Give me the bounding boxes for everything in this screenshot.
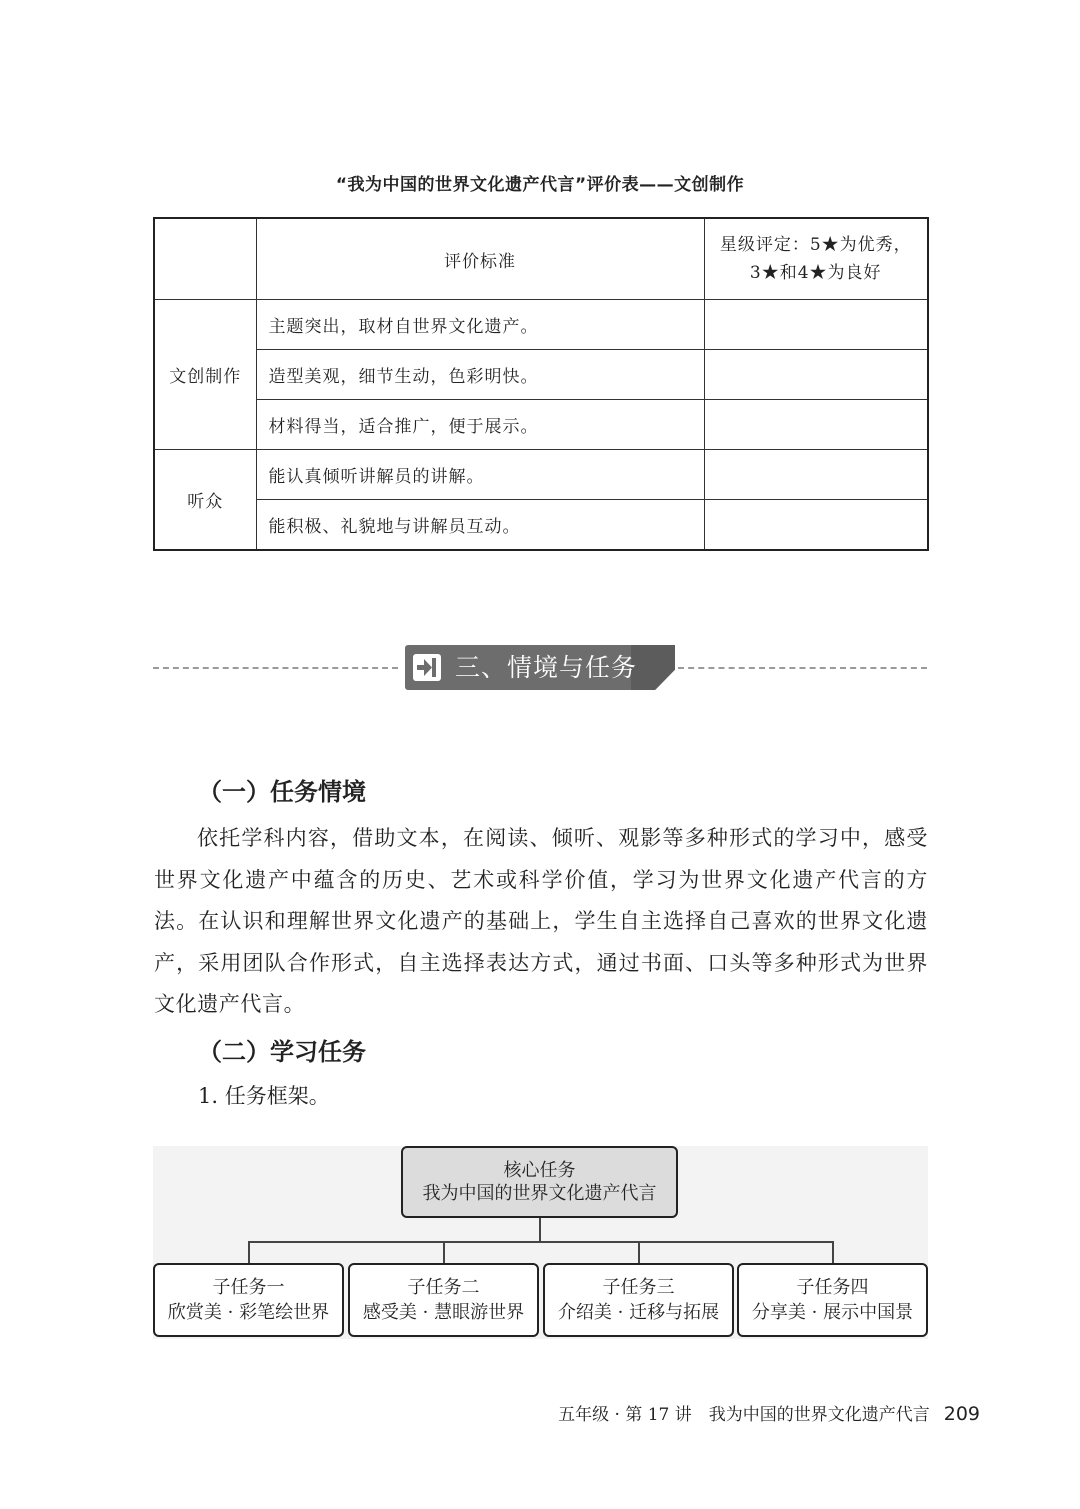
empty-header-cell <box>154 218 256 300</box>
subtask-title: 欣赏美 · 彩笔绘世界 <box>167 1302 330 1323</box>
rating-cell <box>704 300 928 350</box>
section-title: 三、情境与任务 <box>455 653 638 682</box>
group-label-wenchuang: 文创制作 <box>154 300 256 450</box>
connector-branch <box>443 1241 445 1263</box>
table-title: “我为中国的世界文化遗产代言”评价表——文创制作 <box>335 175 745 195</box>
rating-header-line1: 星级评定：5★为优秀， <box>719 235 912 255</box>
footer-text: 五年级 · 第 17 讲 我为中国的世界文化遗产代言 <box>558 1405 930 1425</box>
core-task-title: 我为中国的世界文化遗产代言 <box>422 1183 657 1204</box>
task-context-heading: （一）任务情境 <box>198 778 366 806</box>
criteria-header: 评价标准 <box>256 218 704 300</box>
subtask-label: 子任务四 <box>796 1277 869 1298</box>
subtask-box-4 <box>737 1263 928 1337</box>
task-framework-label: 1. 任务框架。 <box>198 1084 330 1108</box>
section-banner-fold <box>631 645 675 690</box>
rating-cell <box>704 450 928 500</box>
subtask-label: 子任务三 <box>602 1277 675 1298</box>
subtask-title: 感受美 · 慧眼游世界 <box>362 1302 525 1323</box>
connector-trunk <box>539 1218 541 1242</box>
rating-header <box>704 218 928 300</box>
arrow-into-box-icon <box>413 654 441 681</box>
rating-cell <box>704 400 928 450</box>
connector-horizontal <box>248 1241 834 1243</box>
subtask-title: 介绍美 · 迁移与拓展 <box>557 1302 720 1323</box>
subtask-title: 分享美 · 展示中国景 <box>751 1302 914 1323</box>
criteria-cell: 能积极、礼貌地与讲解员互动。 <box>256 500 704 551</box>
criteria-cell: 材料得当，适合推广，便于展示。 <box>256 400 704 450</box>
subtask-box-1 <box>153 1263 344 1337</box>
rating-cell <box>704 500 928 551</box>
subtask-label: 子任务一 <box>212 1277 285 1298</box>
connector-branch <box>248 1241 250 1263</box>
subtask-box-2 <box>348 1263 539 1337</box>
table-row <box>154 500 928 551</box>
connector-branch <box>832 1241 834 1263</box>
connector-branch <box>638 1241 640 1263</box>
dashed-divider-right <box>678 667 927 669</box>
learning-tasks-heading: （二）学习任务 <box>198 1038 366 1066</box>
section-banner <box>153 645 927 690</box>
table-header-row <box>154 218 928 300</box>
task-context-paragraph: 依托学科内容，借助文本，在阅读、倾听、观影等多种形式的学习中，感受世界文化遗产中蕴含的历史、艺术或科学价值，学习为世界文化遗产代言的方法。在认识和理解世界文化遗产的基础上，学生自主选择自己喜欢的世界文化遗产，采用团队合作形式，自主选择表达方式，通过书面、口头等多种形式为世界文化遗产代言。 <box>154 826 928 1016</box>
rating-cell <box>704 350 928 400</box>
table-row <box>154 350 928 400</box>
core-task-label: 核心任务 <box>503 1160 576 1181</box>
group-label-audience: 听众 <box>154 450 256 551</box>
criteria-cell: 造型美观，细节生动，色彩明快。 <box>256 350 704 400</box>
subtask-label: 子任务二 <box>407 1277 480 1298</box>
dashed-divider-left <box>153 667 398 669</box>
subtask-box-3 <box>543 1263 734 1337</box>
criteria-cell: 主题突出，取材自世界文化遗产。 <box>256 300 704 350</box>
core-task-box <box>401 1146 678 1218</box>
evaluation-table <box>153 217 929 551</box>
table-row <box>154 400 928 450</box>
table-row <box>154 450 928 500</box>
criteria-cell: 能认真倾听讲解员的讲解。 <box>256 450 704 500</box>
rating-header-line2: 3★和4★为良好 <box>749 263 882 283</box>
page-number: 209 <box>943 1403 980 1425</box>
page-footer <box>520 1400 980 1425</box>
table-row <box>154 300 928 350</box>
